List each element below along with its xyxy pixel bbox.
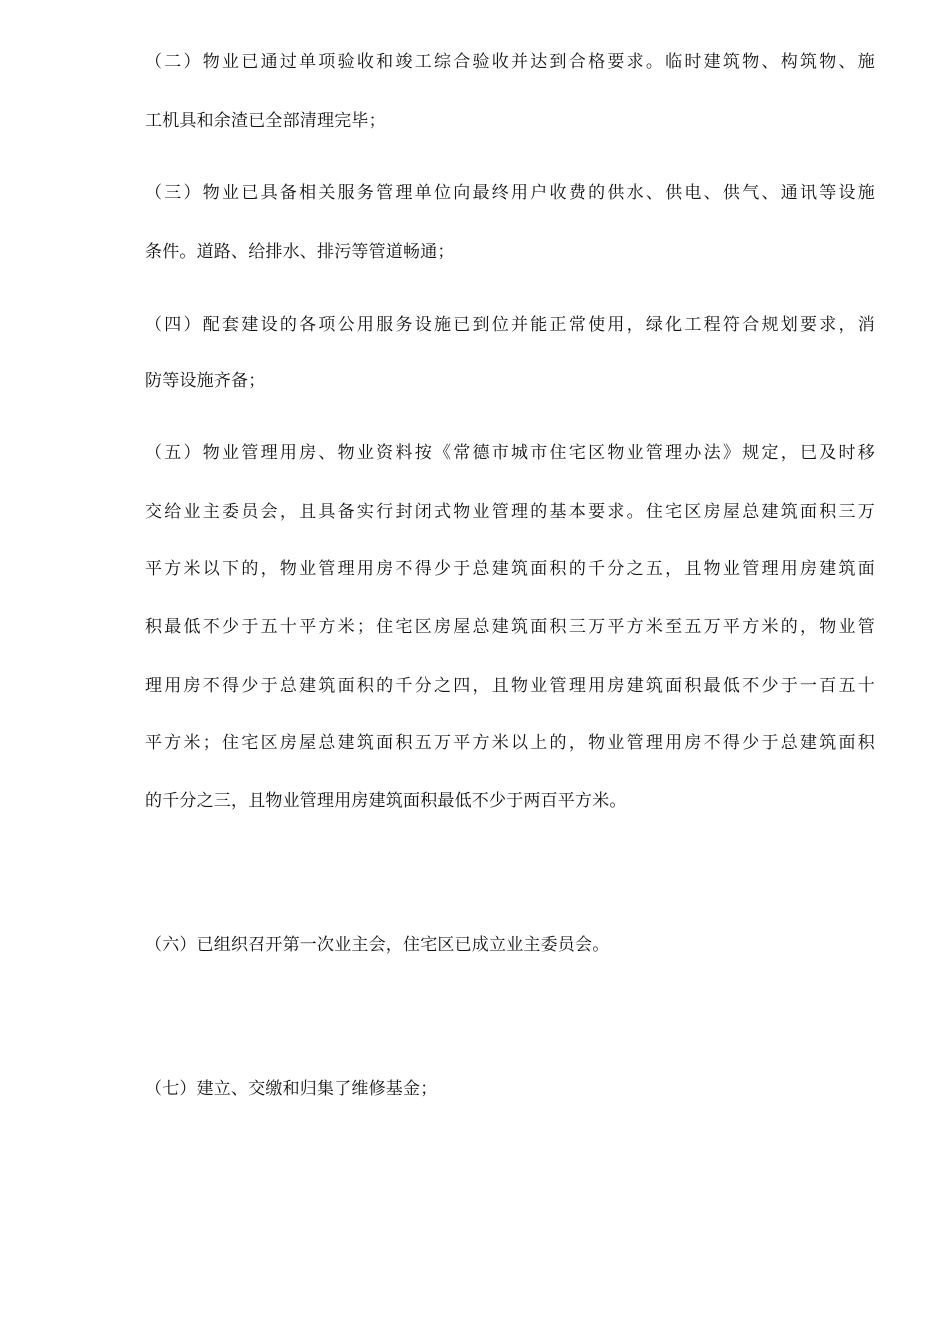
paragraph-line: （六）已组织召开第一次业主会，住宅区已成立业主委员会。 [145,935,610,955]
paragraph-line: 平方米；住宅区房屋总建筑面积五万平方米以上的，物业管理用房不得少于总建筑面积 [145,733,875,753]
paragraph-line: （四）配套建设的各项公用服务设施已到位并能正常使用，绿化工程符合规划要求，消 [145,315,875,335]
paragraph-line: 防等设施齐备； [145,371,266,391]
paragraph-line: 条件。道路、给排水、排污等管道畅通； [145,242,455,262]
paragraph-line: 工机具和余渣已全部清理完毕； [145,111,386,131]
paragraph-line: 积最低不少于五十平方米；住宅区房屋总建筑面积三万平方米至五万平方米的，物业管 [145,617,875,637]
paragraph-line: （七）建立、交缴和归集了维修基金； [145,1079,438,1099]
paragraph-line: 的千分之三，且物业管理用房建筑面积最低不少于两百平方米。 [145,791,627,811]
paragraph-line: 交给业主委员会，且具备实行封闭式物业管理的基本要求。住宅区房屋总建筑面积三万 [145,502,875,522]
paragraph-line: 平方米以下的，物业管理用房不得少于总建筑面积的千分之五，且物业管理用房建筑面 [145,559,875,579]
paragraph-line: （二）物业已通过单项验收和竣工综合验收并达到合格要求。临时建筑物、构筑物、施 [145,52,875,72]
paragraph-line: （三）物业已具备相关服务管理单位向最终用户收费的供水、供电、供气、通讯等设施 [145,183,875,203]
paragraph-line: 理用房不得少于总建筑面积的千分之四，且物业管理用房建筑面积最低不少于一百五十 [145,676,875,696]
paragraph-line: （五）物业管理用房、物业资料按《常德市城市住宅区物业管理办法》规定，巳及时移 [145,443,875,463]
